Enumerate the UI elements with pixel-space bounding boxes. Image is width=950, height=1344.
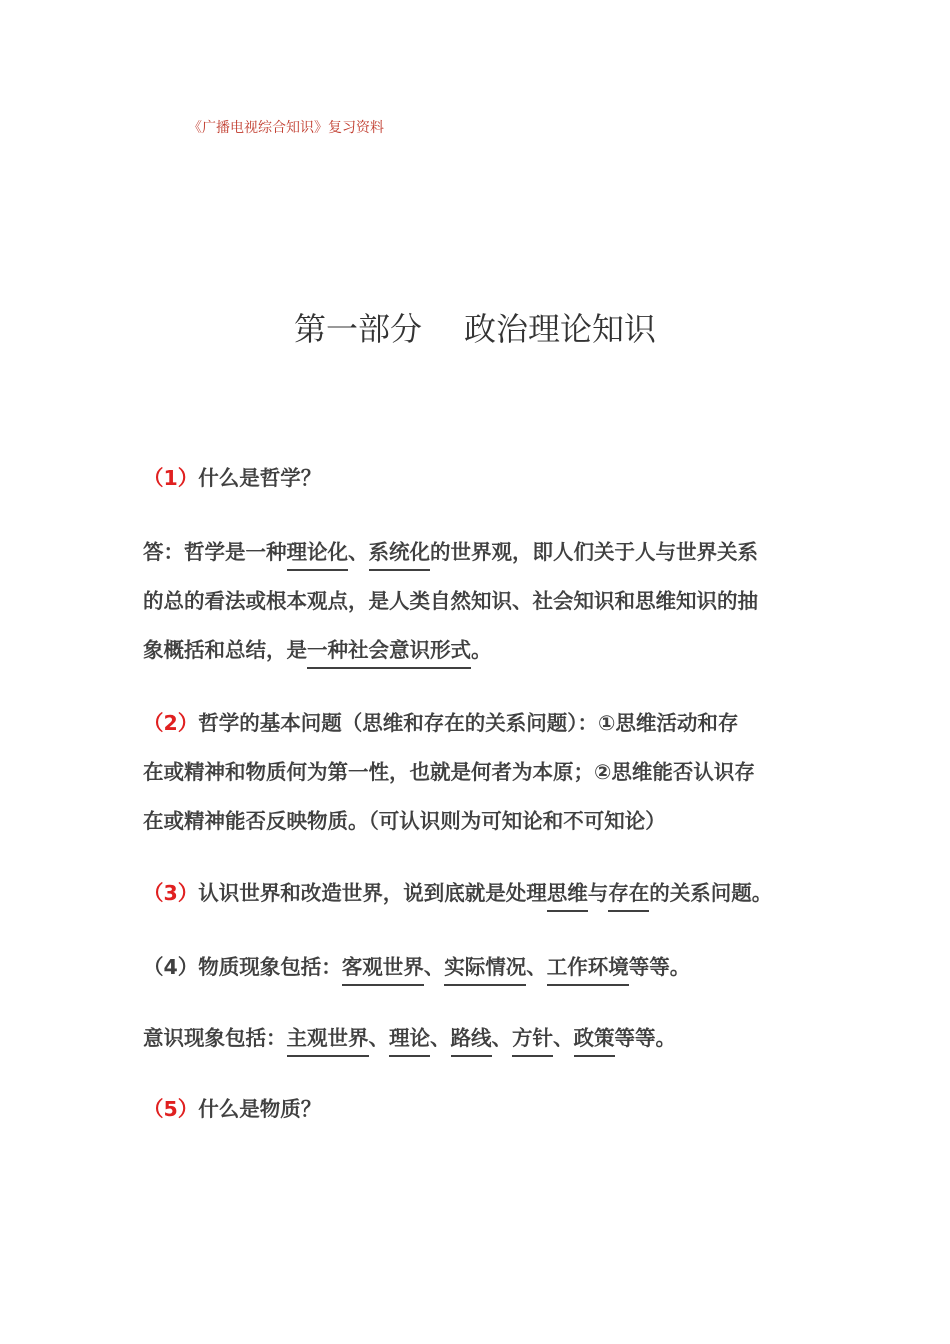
underlined-term: 方针 xyxy=(512,1026,553,1057)
question-3-text: 认识世界和改造世界，说到底就是处理 xyxy=(198,881,547,905)
answer-1-text: 象概括和总结，是 xyxy=(143,638,307,662)
underlined-term: 思维 xyxy=(547,881,588,912)
question-2-line-2: 在或精神和物质何为第一性，也就是何者为本原；②思维能否认识存 xyxy=(143,760,755,784)
question-3-text: 的关系问题。 xyxy=(649,881,773,905)
section-title xyxy=(0,304,950,350)
separator: 、 xyxy=(368,1026,389,1050)
underlined-term: 一种社会意识形式 xyxy=(307,638,471,669)
separator: 、 xyxy=(491,1026,512,1050)
answer-1-line-3 xyxy=(143,626,823,675)
question-3-number: （3） xyxy=(143,881,199,905)
question-4-text: 等等。 xyxy=(628,955,691,979)
question-5 xyxy=(143,1085,823,1134)
underlined-term: 政策 xyxy=(574,1026,615,1057)
underlined-term: 理论 xyxy=(389,1026,430,1057)
underlined-term: 路线 xyxy=(451,1026,492,1057)
question-1 xyxy=(143,454,823,503)
consciousness-phenomena xyxy=(143,1014,823,1063)
question-4-number: （4） xyxy=(143,955,199,979)
separator: 、 xyxy=(526,955,547,979)
underlined-term: 理论化 xyxy=(287,540,349,571)
underlined-term: 主观世界 xyxy=(287,1026,369,1057)
question-2-number: （2） xyxy=(143,711,199,735)
question-5-number: （5） xyxy=(143,1097,199,1121)
question-2-text: 哲学的基本问题（思维和存在的关系问题）：①思维活动和存 xyxy=(198,711,739,735)
question-4 xyxy=(143,943,823,992)
title-subject: 政治理论知识 xyxy=(464,310,657,348)
consciousness-text: 意识现象包括： xyxy=(143,1026,287,1050)
underlined-term: 客观世界 xyxy=(342,955,424,986)
punctuation: 。 xyxy=(471,638,492,662)
answer-1-line-2: 的总的看法或根本观点，是人类自然知识、社会知识和思维知识的抽 xyxy=(143,589,758,613)
question-3 xyxy=(143,869,823,918)
separator: 、 xyxy=(423,955,445,979)
answer-1-text: 的世界观，即人们关于人与世界关系 xyxy=(430,540,758,564)
separator: 、 xyxy=(553,1026,574,1050)
separator: 、 xyxy=(430,1026,451,1050)
answer-1-prefix: 答：哲学是一种 xyxy=(143,540,287,564)
question-2 xyxy=(143,699,823,846)
question-5-text: 什么是物质？ xyxy=(198,1097,322,1121)
underlined-term: 实际情况 xyxy=(444,955,526,986)
question-1-text: 什么是哲学？ xyxy=(198,466,322,490)
question-1-number: （1） xyxy=(143,466,199,490)
answer-1-line-1 xyxy=(143,528,823,577)
answer-1 xyxy=(143,528,823,675)
question-3-text: 与 xyxy=(587,881,609,905)
document-header: 《广播电视综合知识》复习资料 xyxy=(188,120,384,136)
question-2-line-1 xyxy=(143,699,823,748)
underlined-term: 系统化 xyxy=(369,540,431,571)
separator: 、 xyxy=(348,540,369,564)
underlined-term: 存在 xyxy=(608,881,649,912)
title-part: 第一部分 xyxy=(293,310,422,348)
question-2-line-3: 在或精神能否反映物质。（可认识则为可知论和不可知论） xyxy=(143,809,666,833)
consciousness-text: 等等。 xyxy=(614,1026,676,1050)
underlined-term: 工作环境 xyxy=(547,955,629,986)
question-4-text: 物质现象包括： xyxy=(198,955,342,979)
